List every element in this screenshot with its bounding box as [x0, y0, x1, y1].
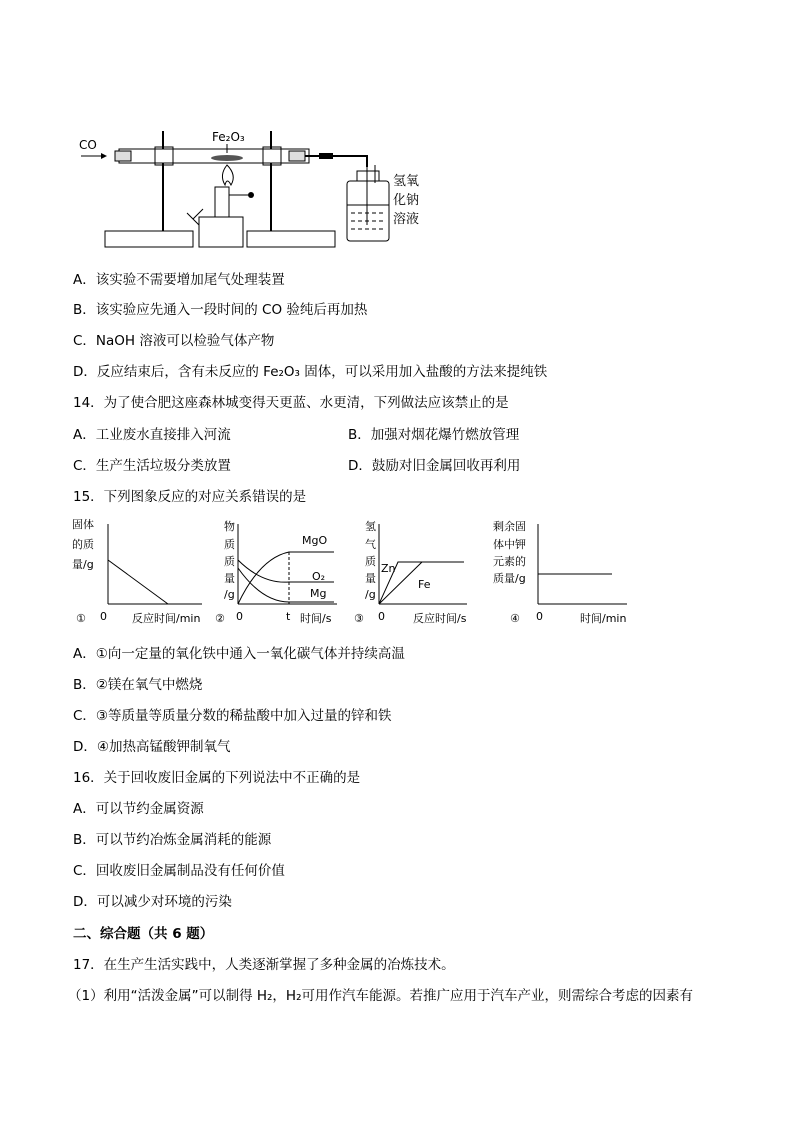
rubber-joint — [319, 153, 333, 159]
g3-xlabel: 反应时间/s — [413, 612, 467, 625]
naoh-bottle — [347, 181, 389, 241]
q17-stem: 17．在生产生活实践中，人类逐渐掌握了多种金属的冶炼技术。 — [73, 957, 455, 973]
alcohol-flame — [222, 165, 233, 185]
g4-ylabel-4: 质量/g — [493, 572, 526, 585]
g2-t-label: t — [286, 610, 291, 623]
q17-part1: （1）利用“活泼金属”可以制得 H₂，H₂可用作汽车能源。若推广应用于汽车产业，则需综合考虑的因素有 — [68, 988, 693, 1004]
g3-zn-label: Zn — [381, 562, 396, 575]
co-arrow-head — [101, 153, 107, 159]
q15-option-a: A．①向一定量的氧化铁中通入一氧化碳气体并持续高温 — [73, 646, 405, 662]
fe2o3-label: Fe₂O₃ — [212, 130, 245, 144]
g1-num: ① — [76, 612, 86, 625]
lamp-neck — [215, 187, 229, 217]
q16-option-a: A．可以节约金属资源 — [73, 801, 204, 817]
q15-stem: 15．下列图象反应的对应关系错误的是 — [73, 489, 307, 505]
g4-xlabel: 时间/min — [580, 612, 627, 625]
g2-o2-label: O₂ — [312, 570, 326, 583]
g3-num: ③ — [354, 612, 364, 625]
g2-num: ② — [215, 612, 225, 625]
bottle-stopper — [357, 171, 379, 181]
g1-line — [108, 560, 168, 604]
q13-option-b: B．该实验应先通入一段时间的 CO 验纯后再加热 — [73, 302, 368, 318]
g2-mg-label: Mg — [310, 587, 327, 600]
g2-ylabel-5: /g — [224, 588, 235, 601]
q14-option-a: A．工业废水直接排入河流 — [73, 427, 231, 443]
q16-option-d: D．可以减少对环境的污染 — [73, 894, 232, 910]
g1-xlabel: 反应时间/min — [132, 612, 201, 625]
g2-mgo-label: MgO — [302, 534, 328, 547]
g3-ylabel-2: 气 — [365, 538, 376, 551]
g3-origin: 0 — [378, 610, 385, 623]
section-2-title: 二、综合题（共 6 题） — [73, 926, 214, 942]
left-stopper — [115, 151, 131, 161]
left-stand-base — [105, 231, 193, 247]
q15-graphs — [72, 518, 642, 630]
g2-ylabel-1: 物 — [224, 520, 235, 533]
g2-ylabel-3: 质 — [224, 555, 235, 568]
q15-option-b: B．②镁在氧气中燃烧 — [73, 677, 203, 693]
g4-ylabel-2: 体中钾 — [493, 538, 526, 551]
naoh-label-line-1: 氢氧 — [393, 174, 420, 189]
g3-ylabel-4: 量 — [365, 572, 376, 585]
g2-ylabel-2: 质 — [224, 538, 235, 551]
lamp-knob — [248, 192, 254, 198]
q13-option-c: C．NaOH 溶液可以检验气体产物 — [73, 333, 275, 349]
g1-ylabel-1: 固体 — [72, 518, 94, 531]
alcohol-lamp — [199, 217, 243, 247]
q13-option-a: A．该实验不需要增加尾气处理装置 — [73, 272, 285, 288]
delivery-tube — [305, 156, 367, 167]
co-label: CO — [79, 138, 97, 152]
g4-origin: 0 — [536, 610, 543, 623]
g1-ylabel-3: 量/g — [72, 558, 94, 571]
co-reduction-apparatus-diagram — [75, 125, 430, 250]
naoh-label-line-3: 溶液 — [393, 212, 420, 227]
right-stopper — [289, 151, 305, 161]
g4-num: ④ — [510, 612, 520, 625]
q16-stem: 16．关于回收废旧金属的下列说法中不正确的是 — [73, 770, 361, 786]
q16-option-c: C．回收废旧金属制品没有任何价值 — [73, 863, 285, 879]
g3-fe-label: Fe — [418, 578, 431, 591]
g3-ylabel-3: 质 — [365, 555, 376, 568]
q13-option-d: D．反应结束后，含有未反应的 Fe₂O₃ 固体，可以采用加入盐酸的方法来提纯铁 — [73, 364, 548, 380]
g1-ylabel-2: 的质 — [72, 538, 94, 551]
q14-option-d: D．鼓励对旧金属回收再利用 — [348, 458, 521, 474]
q14-option-b: B．加强对烟花爆竹燃放管理 — [348, 427, 520, 443]
q15-option-c: C．③等质量等质量分数的稀盐酸中加入过量的锌和铁 — [73, 708, 392, 724]
g2-origin: 0 — [236, 610, 243, 623]
g3-ylabel-1: 氢 — [365, 520, 376, 533]
g4-ylabel-3: 元素的 — [493, 555, 526, 568]
g2-ylabel-4: 量 — [224, 572, 235, 585]
g4-ylabel-1: 剩余固 — [493, 520, 526, 533]
g2-xlabel: 时间/s — [300, 612, 332, 625]
right-stand-base — [247, 231, 335, 247]
g1-origin: 0 — [100, 610, 107, 623]
q16-option-b: B．可以节约冶炼金属消耗的能源 — [73, 832, 272, 848]
fe2o3-powder — [211, 155, 243, 161]
q14-option-c: C．生产生活垃圾分类放置 — [73, 458, 231, 474]
q15-option-d: D．④加热高锰酸钾制氧气 — [73, 739, 231, 755]
g3-ylabel-5: /g — [365, 588, 376, 601]
q14-stem: 14．为了使合肥这座森林城变得天更蓝、水更清，下列做法应该禁止的是 — [73, 395, 509, 411]
naoh-label-line-2: 化钠 — [393, 193, 420, 208]
